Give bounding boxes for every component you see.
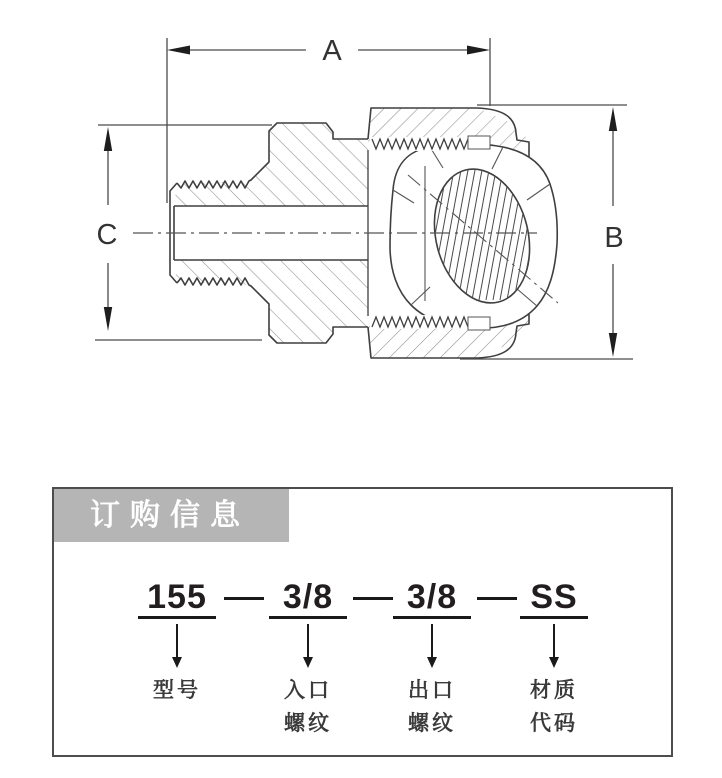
code-underline [393,616,471,619]
arrowhead-up [609,107,617,131]
code-caption: 型号 [153,679,201,702]
thread-relief-top [468,136,490,149]
arrowhead-up [104,127,112,151]
code-value: SS [530,578,578,616]
code-underline [269,616,347,619]
down-arrow [172,624,182,668]
code-caption: 材质 代码 [530,679,578,735]
arrowhead-down [609,333,617,357]
code-caption: 入口 螺纹 [284,679,332,735]
ordering-info-banner: 订购信息 [54,489,289,542]
arrowhead-right [467,46,490,55]
down-arrow [549,624,559,668]
dimension-c-label: C [96,219,118,251]
down-arrow [427,624,437,668]
code-segment-inlet-thread [243,579,373,740]
code-caption: 出口 螺纹 [408,679,456,735]
code-segment-model [112,579,242,707]
code-underline [520,616,588,619]
code-value: 155 [147,578,207,616]
hex-nut [390,144,557,328]
code-underline [138,616,216,619]
code-segment-outlet-thread [367,579,497,740]
dimension-b-label: B [604,222,624,254]
ordering-info-box [52,487,673,757]
arrowhead-down [104,307,112,331]
code-value: 3/8 [282,578,334,616]
down-arrow [303,624,313,668]
code-segment-material [489,579,619,740]
thread-relief-bottom [468,317,490,330]
code-value: 3/8 [406,578,458,616]
dimension-a-label: A [322,35,342,67]
arrowhead-left [167,46,190,55]
